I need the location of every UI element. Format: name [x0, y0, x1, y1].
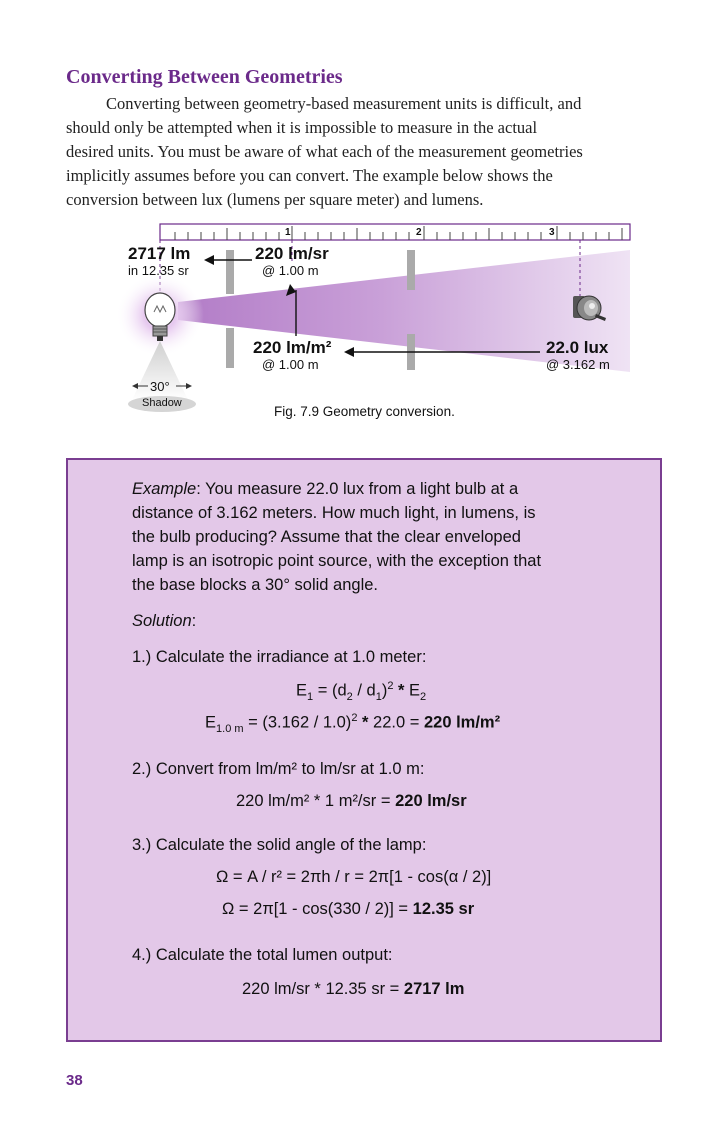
shadow-angle-label: 30°: [150, 379, 170, 394]
ruler-tick-3: 3: [549, 227, 555, 238]
aperture-bar: [226, 328, 234, 368]
shadow-label: Shadow: [142, 397, 182, 409]
ruler-tick-2: 2: [416, 227, 422, 238]
geometry-figure: [0, 0, 728, 440]
example-line: distance of 3.162 meters. How much light, in lumens, is: [132, 504, 536, 522]
example-line: Example: You measure 22.0 lux from a light bulb at a: [132, 480, 519, 498]
arrowhead: [204, 255, 214, 265]
equation-1b: $E_{1.0 m} = (3.162 / 1.0)^2 * 22.0 = 220$ lm/m²: [205, 712, 501, 735]
intro-line: should only be attempted when it is impossible to measure in the actual: [66, 118, 538, 137]
geometry-diagram: [0, 0, 728, 440]
lamp-output-sublabel: in 12.35 sr: [128, 263, 189, 278]
lux-sublabel: @ 3.162 m: [546, 357, 610, 372]
lamp-output-label: 2717 lm: [128, 244, 191, 263]
intro-line: implicitly assumes before you can convert. The example below shows the: [66, 166, 553, 185]
irradiance-sublabel: @ 1.00 m: [262, 357, 319, 372]
equation-3b: Ω = 2π[1 - cos(330 / 2)] = 12.35 sr: [222, 900, 475, 918]
step-1: 1.) Calculate the irradiance at 1.0 meter:: [132, 648, 427, 666]
ruler-tick-1: 1: [285, 227, 291, 238]
intro-line: conversion between lux (lumens per square meter) and lumens.: [66, 190, 484, 209]
figure-caption: Fig. 7.9 Geometry conversion.: [274, 404, 455, 419]
solution-label: Solution:: [132, 612, 197, 630]
example-line: the bulb producing? Assume that the clear enveloped: [132, 528, 521, 546]
equation-2: 220 lm/m² * 1 m²/sr = 220 lm/sr: [236, 792, 467, 810]
equation-1a: $E_1 = (d_2 / d_1)^2 * E_2$: [296, 680, 427, 703]
shadow-arrowhead: [186, 383, 192, 389]
intro-line: desired units. You must be aware of what each of the measurement geometries: [66, 142, 583, 161]
step-3: 3.) Calculate the solid angle of the lamp:: [132, 836, 427, 854]
page-number: 38: [66, 1072, 83, 1089]
aperture-bar: [407, 250, 415, 290]
lux-label: 22.0 lux: [546, 338, 609, 357]
example-label: Example: [132, 480, 197, 498]
equation-3a: Ω = A / r² = 2πh / r = 2π[1 - cos(α / 2)]: [216, 868, 492, 886]
example-line: the base blocks a 30° solid angle.: [132, 576, 379, 594]
shadow-arrowhead: [132, 383, 138, 389]
step-2: 2.) Convert from lm/m² to lm/sr at 1.0 m:: [132, 760, 425, 778]
example-line: lamp is an isotropic point source, with the exception that: [132, 552, 542, 570]
section-title: Converting Between Geometries: [66, 66, 343, 88]
intro-line: Converting between geometry-based measurement units is difficult, and: [106, 94, 582, 113]
step-4: 4.) Calculate the total lumen output:: [132, 946, 393, 964]
ruler: [160, 224, 630, 240]
intensity-sublabel: @ 1.00 m: [262, 263, 319, 278]
equation-4: 220 lm/sr * 12.35 sr = 2717 lm: [242, 980, 465, 998]
aperture-bar: [226, 250, 234, 294]
arrowhead: [344, 347, 354, 357]
intensity-label: 220 lm/sr: [255, 244, 329, 263]
irradiance-label: 220 lm/m²: [253, 338, 332, 357]
